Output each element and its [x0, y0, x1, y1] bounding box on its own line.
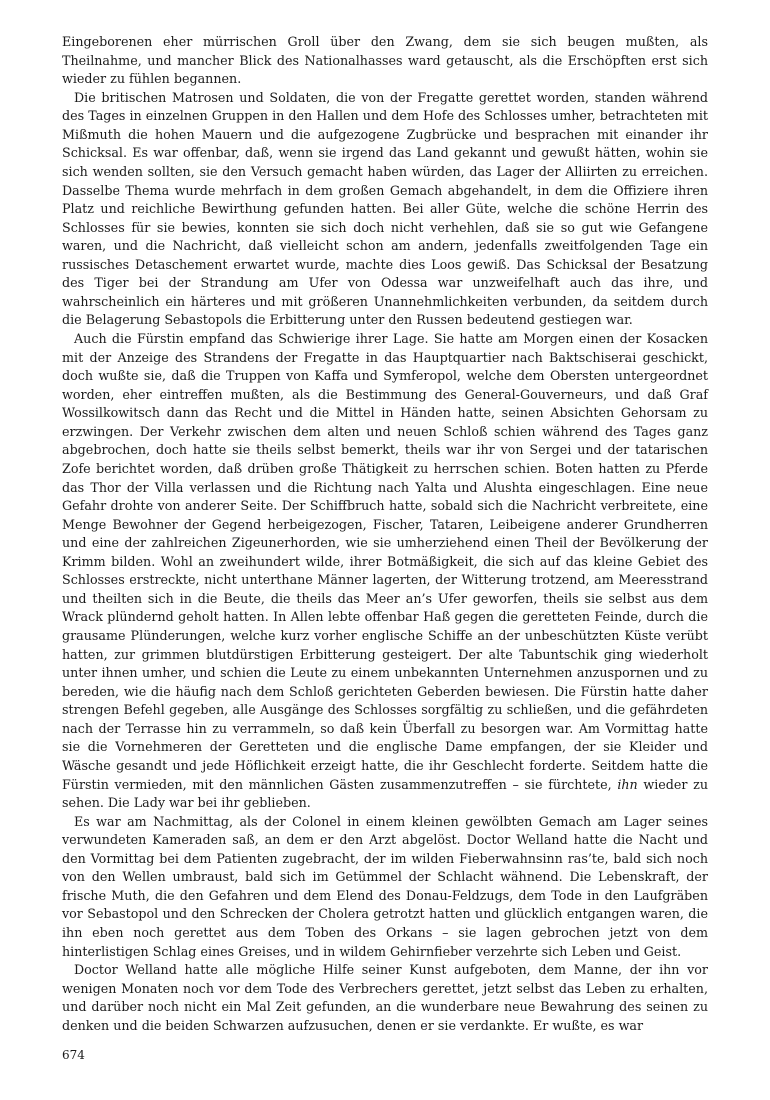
paragraph-doctor [62, 961, 708, 1035]
body-text [62, 33, 708, 1035]
paragraph-colonel [62, 813, 708, 962]
paragraph-text: Auch die Fürstin empfand das Schwierige ihrer Lage. Sie hatte am Morgen einen der Kosacken mit der Anzeige des Strandens der Fregatte in das Hauptquartier nach Baktschiserai geschickt, doch wußte sie, daß die Truppen von Kaffa und Symferopol, welche dem Obersten untergeordnet worden, eher eintreffen mußten, als die Bestimmung des General-Gouverneurs, und daß Graf Wossilkowitsch dann das Recht und die Mittel in Händen hatte, seinen Absichten Gehorsam zu erzwingen. Der Verkehr zwischen dem alten und neuen Schloß schien während des Tages ganz abgebrochen, doch hatte sie theils selbst bemerkt, theils war ihr von Sergei und der tatarischen Zofe berichtet worden, daß drüben große Thätigkeit zu herrschen schien. Boten hatten zu Pferde das Thor der Villa verlassen und die Richtung nach Yalta und Alushta eingeschlagen. Eine neue Gefahr drohte von anderer Seite. Der Schiffbruch hatte, sobald sich die Nachricht verbreitete, eine Menge Bewohner der Gegend herbeigezogen, Fischer, Tataren, Leibeigene anderer Grundherren und eine der zahlreichen Zigeunerhorden, wie sie umherziehend einen Theil der Bevölkerung der Krimm bilden. Wohl an zweihundert wilde, ihrer Botmäßigkeit, die sich auf das kleine Gebiet des Schlosses erstreckte, nicht unterthane Männer lagerten, der Witterung trotzend, am Meeresstrand und theilten sich in die Beute, die theils das Meer an’s Ufer geworfen, theils sie selbst aus dem Wrack plündernd geholt hatten. In Allen lebte offenbar Haß gegen die geretteten Feinde, durch die grausame Plünderungen, welche kurz vorher englische Schiffe an der unbeschützten Küste verübt hatten, zur grimmen blutdürstigen Erbitterung gesteigert. Der alte Tabuntschik ging wiederholt unter ihnen umher, und schien die Leute zu einem unbekannten Unternehmen anzuspornen und zu bereden, wie die häufig nach dem Schloß gerichteten Geberden bewiesen. Die Fürstin hatte daher strengen Befehl gegeben, alle Ausgänge des Schlosses sorgfältig zu schließen, und die gefährdeten nach der Terrasse hin zu verrammeln, so daß kein Überfall zu besorgen war. Am Vormittag hatte sie die Vornehmeren der Geretteten und die englische Dame empfangen, der sie Kleider und Wäsche gesandt und jede Höflichkeit erzeigt hatte, die ihr Geschlecht forderte. Seitdem hatte die Fürstin vermieden, mit den männlichen Gästen zusammenzutreffen – sie fürchtete, [62, 331, 708, 792]
paragraph-text: Doctor Welland hatte alle mögliche Hilfe seiner Kunst aufgeboten, dem Manne, der ihn vor wenigen Monaten noch vor dem Tode des Verbrechers gerettet, jetzt selbst das Leben zu erhalten, und darüber noch nicht ein Mal Zeit gefunden, an die wunderbare neue Bewahrung des seinen zu denken und die beiden Schwarzen aufzusuchen, denen er sie verdankte. Er wußte, es war [62, 962, 708, 1033]
paragraph-princess [62, 330, 708, 813]
paragraph-text: Es war am Nachmittag, als der Colonel in einem kleinen gewölbten Gemach am Lager seines verwundeten Kameraden saß, an dem er den Arzt abgelöst. Doctor Welland hatte die Nacht und den Vormittag bei dem Patienten zugebracht, der im wilden Fieberwahnsinn ras’te, bald sich noch von den Wellen umbraust, bald sich im Getümmel der Schlacht wähnend. Die Lebenskraft, der frische Muth, die den Gefahren und dem Elend des Donau-Feldzugs, dem Tode in den Laufgräben vor Sebastopol und den Schrecken der Cholera getrotzt hatten und glücklich entgangen waren, die ihn eben noch gerettet aus dem Toben des Orkans – sie lagen gebrochen jetzt von dem hinterlistigen Schlag eines Greises, und in wildem Gehirnfieber verzehrte sich Leben und Geist. [62, 813, 708, 959]
paragraph-sailors [62, 89, 708, 330]
paragraph-text: Die britischen Matrosen und Soldaten, die von der Fregatte gerettet worden, standen während des Tages in einzelnen Gruppen in den Hallen und dem Hofe des Schlosses umher, betrachteten mit Mißmuth die hohen Mauern und die aufgezogene Zugbrücke und besprachen mit einander ihr Schicksal. Es war offenbar, daß, wenn sie irgend das Land gekannt und gewußt hätten, wohin sie sich wenden sollten, sie den Versuch gemacht haben würden, das Lager der Alliirten zu erreichen. Dasselbe Thema wurde mehrfach in dem großen Gemach abgehandelt, in dem die Offiziere ihren Platz und reichliche Bewirthung gefunden hatten. Bei aller Güte, welche die schöne Herrin des Schlosses für sie bewies, konnten sie sich doch nicht verhehlen, daß sie so gut wie Gefangene waren, und die Nachricht, daß vielleicht schon am andern, jedenfalls zweitfolgenden Tage ein russisches Detaschement erwartet wurde, machte dies Loos gewiß. Das Schicksal der Besatzung des Tiger bei der Strandung am Ufer von Odessa war unzweifelhaft auch das ihre, und wahrscheinlich ein härteres und mit größeren Unannehmlichkeiten verbunden, da seitdem durch die Belagerung Sebastopols die Erbitterung unter den Russen bedeutend gestiegen war. [62, 89, 708, 328]
paragraph-continuation [62, 33, 708, 89]
paragraph-text: Eingeborenen eher mürrischen Groll über den Zwang, dem sie sich beugen mußten, als Theilnahme, und mancher Blick des Nationalhasses ward getauscht, als die Erschöpften erst sich wieder zu fühlen begannen. [62, 34, 708, 87]
italic-emphasis: ihn [617, 776, 638, 792]
paragraph-text: wieder zu sehen. Die Lady war bei ihr geblieben. [62, 776, 708, 811]
page-number: 674 [62, 1048, 85, 1062]
